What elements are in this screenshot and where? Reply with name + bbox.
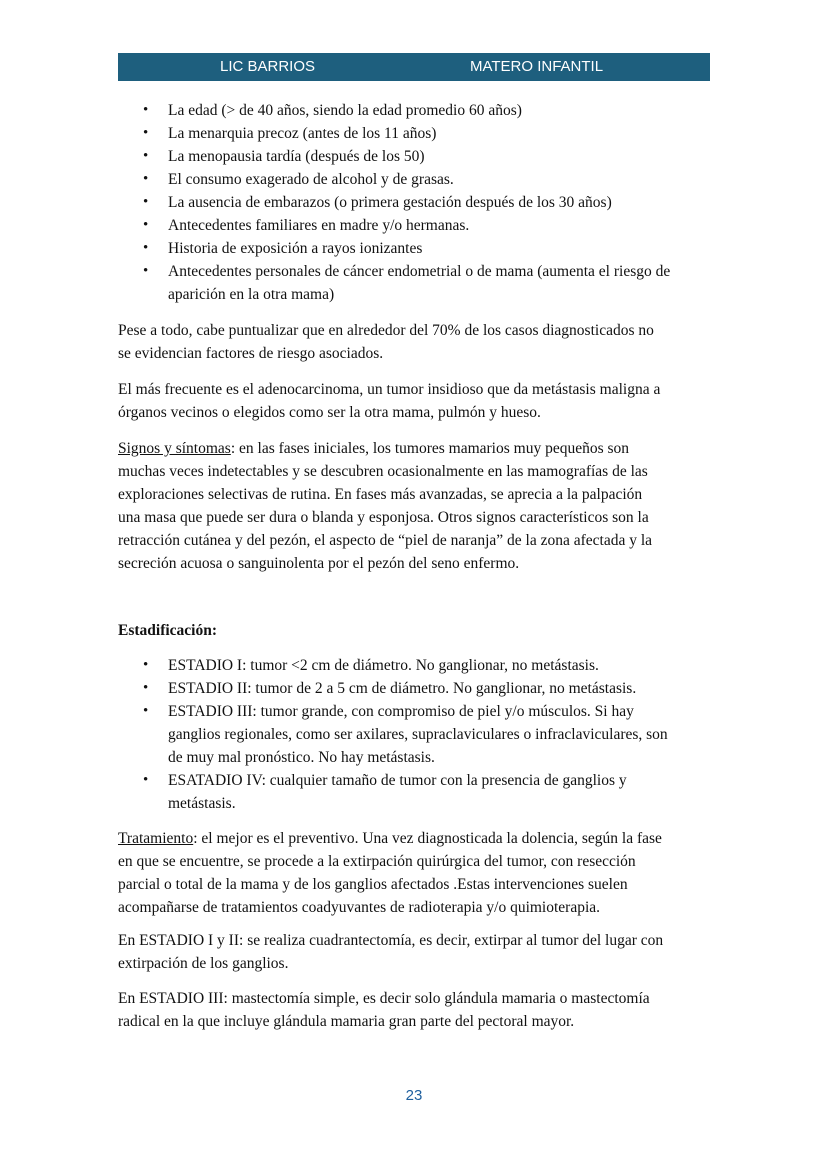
paragraph-treatment xyxy=(118,827,718,919)
list-item-line: • ESATADIO IV: cualquier tamaño de tumor con la presencia de ganglios y xyxy=(168,772,627,789)
treatment-lines xyxy=(118,850,718,919)
text-line: El más frecuente es el adenocarcinoma, un tumor insidioso que da metástasis maligna a xyxy=(118,381,661,398)
list-item-line: • Antecedentes familiares en madre y/o hermanas. xyxy=(168,217,470,234)
page-header xyxy=(118,53,710,81)
page-number: 23 xyxy=(405,1087,423,1104)
staging-heading: Estadificación: xyxy=(118,622,218,639)
risk-factor-item xyxy=(118,122,718,145)
risk-factor-item xyxy=(118,145,718,168)
text-line: una masa que puede ser dura o blanda y esponjosa. Otros signos característicos son la xyxy=(118,509,649,526)
text-line: en que se encuentre, se procede a la extirpación quirúrgica del tumor, con resección xyxy=(118,853,636,870)
risk-factor-item xyxy=(118,99,718,122)
risk-factor-item xyxy=(118,260,718,306)
treatment-label: Tratamiento xyxy=(118,830,194,847)
signs-label: Signos y síntomas xyxy=(118,440,231,457)
list-item-line: • ESTADIO II: tumor de 2 a 5 cm de diámetro. No ganglionar, no metástasis. xyxy=(168,680,637,697)
text-line: Pese a todo, cabe puntualizar que en alrededor del 70% de los casos diagnosticados no xyxy=(118,322,654,339)
list-item-line: de muy mal pronóstico. No hay metástasis. xyxy=(168,749,435,766)
stages-list xyxy=(118,654,718,815)
text-line: muchas veces indetectables y se descubren ocasionalmente en las mamografías de las xyxy=(118,463,648,480)
paragraph-stage-1-2 xyxy=(118,929,718,975)
text-line: parcial o total de la mama y de los ganglios afectados .Estas intervenciones suelen xyxy=(118,876,628,893)
text-line: secreción acuosa o sanguinolenta por el pezón del seno enfermo. xyxy=(118,555,520,572)
stage-item xyxy=(118,700,718,769)
text-line: En ESTADIO III: mastectomía simple, es decir solo glándula mamaria o mastectomía xyxy=(118,990,650,1007)
text-line: órganos vecinos o elegidos como ser la otra mama, pulmón y hueso. xyxy=(118,404,541,421)
list-item-line: • La menopausia tardía (después de los 50) xyxy=(168,148,425,165)
stage-item xyxy=(118,769,718,815)
stage-item xyxy=(118,677,718,700)
text-line: retracción cutánea y del pezón, el aspecto de “piel de naranja” de la zona afectada y la xyxy=(118,532,653,549)
risk-factors-list xyxy=(118,99,718,306)
list-item-line: • Historia de exposición a rayos ionizantes xyxy=(168,240,423,257)
risk-factor-item xyxy=(118,214,718,237)
paragraph-risk-note xyxy=(118,319,718,365)
list-item-line: • La menarquia precoz (antes de los 11 años) xyxy=(168,125,437,142)
list-item-line: metástasis. xyxy=(168,795,236,812)
risk-factor-item xyxy=(118,168,718,191)
list-item-line: • La edad (> de 40 años, siendo la edad promedio 60 años) xyxy=(168,102,522,119)
text-line: En ESTADIO I y II: se realiza cuadrantectomía, es decir, extirpar al tumor del lugar con xyxy=(118,932,664,949)
list-item-line: ganglios regionales, como ser axilares, supraclaviculares o infraclaviculares, son xyxy=(168,726,668,743)
list-item-line: • Antecedentes personales de cáncer endometrial o de mama (aumenta el riesgo de xyxy=(168,263,671,280)
paragraph-signs xyxy=(118,437,718,575)
signs-lines xyxy=(118,460,718,575)
list-item-line: • ESTADIO III: tumor grande, con compromiso de piel y/o músculos. Si hay xyxy=(168,703,634,720)
list-item-line: aparición en la otra mama) xyxy=(168,286,335,303)
stage-item xyxy=(118,654,718,677)
text-line: se evidencian factores de riesgo asociados. xyxy=(118,345,384,362)
text-line: acompañarse de tratamientos coadyuvantes de radioterapia y/o quimioterapia. xyxy=(118,899,601,916)
risk-factor-item xyxy=(118,237,718,260)
list-item-line: • ESTADIO I: tumor <2 cm de diámetro. No ganglionar, no metástasis. xyxy=(168,657,599,674)
paragraph-adenocarcinoma xyxy=(118,378,718,424)
text-line: exploraciones selectivas de rutina. En fases más avanzadas, se aprecia a la palpación xyxy=(118,486,643,503)
text-line: radical en la que incluye glándula mamaria gran parte del pectoral mayor. xyxy=(118,1013,575,1030)
header-author: LIC BARRIOS xyxy=(220,58,316,75)
risk-factor-item xyxy=(118,191,718,214)
text-line: extirpación de los ganglios. xyxy=(118,955,289,972)
list-item-line: • La ausencia de embarazos (o primera gestación después de los 30 años) xyxy=(168,194,612,211)
signs-text: : en las fases iniciales, los tumores mamarios muy pequeños son xyxy=(230,440,630,457)
header-subject: MATERO INFANTIL xyxy=(470,58,604,75)
paragraph-stage-3 xyxy=(118,987,718,1033)
treatment-text: : el mejor es el preventivo. Una vez diagnosticada la dolencia, según la fase xyxy=(193,830,662,847)
list-item-line: • El consumo exagerado de alcohol y de grasas. xyxy=(168,171,454,188)
